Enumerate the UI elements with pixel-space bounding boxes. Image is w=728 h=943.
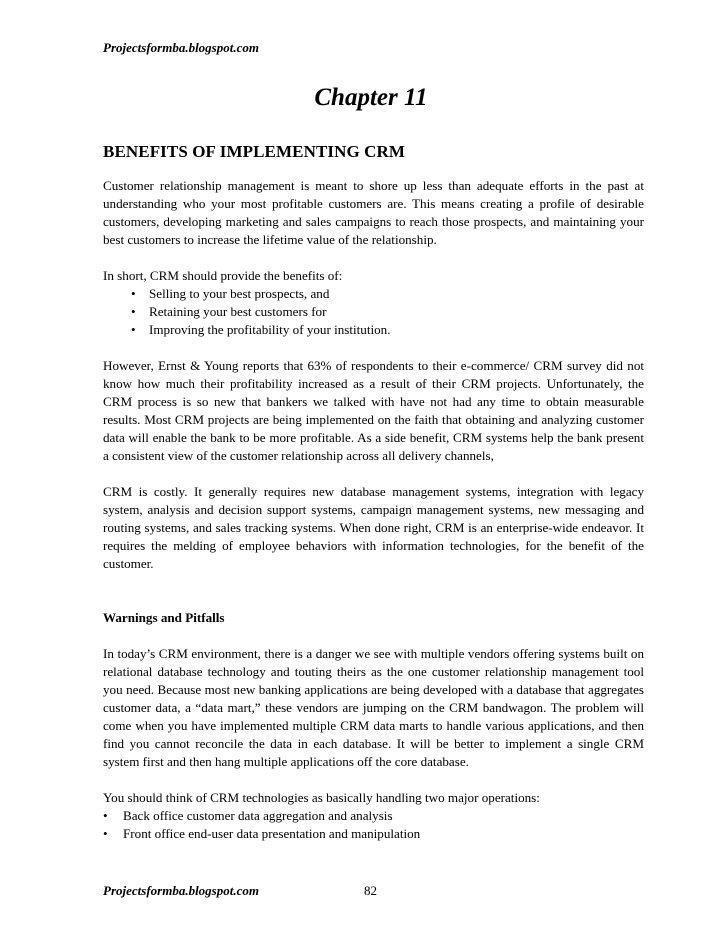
list-item	[103, 303, 644, 321]
list-item-text: Front office end-user data presentation and manipulation	[123, 826, 421, 841]
list-item-text: Selling to your best prospects, and	[149, 286, 330, 301]
list-item	[103, 321, 644, 339]
paragraph-in-short: In short, CRM should provide the benefits of:	[103, 268, 343, 283]
chapter-title: Chapter 11	[314, 84, 428, 111]
section-heading: BENEFITS OF IMPLEMENTING CRM	[103, 142, 406, 161]
paragraph-intro: Customer relationship management is meant to shore up less than adequate efforts in the past at understanding who your most profitable customers are. This means creating a profile of desirable customers, developing marketing and sales campaigns to reach those prospects, and maintaining your best customers to increase the lifetime value of the relationship.	[103, 178, 644, 247]
header-site: Projectsformba.blogspot.com	[103, 40, 259, 55]
bullet-icon: •	[103, 808, 108, 823]
footer-site: Projectsformba.blogspot.com	[103, 883, 259, 898]
operations-list	[103, 807, 644, 843]
list-item-text: Back office customer data aggregation and analysis	[123, 808, 393, 823]
list-item	[103, 285, 644, 303]
list-item	[103, 807, 644, 825]
paragraph-costly: CRM is costly. It generally requires new database management systems, integration with legacy system, analysis and decision support systems, campaign management systems, new messaging and routing systems, and sales tracking systems. When done right, CRM is an enterprise-wide endeavor. It requires the melding of employee behaviors with information technologies, for the benefit of the customer.	[103, 484, 644, 571]
bullet-icon: •	[131, 286, 136, 301]
page-number: 82	[364, 883, 377, 898]
bullet-icon: •	[131, 322, 136, 337]
body-content	[103, 177, 644, 843]
list-item-text: Retaining your best customers for	[149, 304, 327, 319]
bullet-icon: •	[131, 304, 136, 319]
paragraph-think: You should think of CRM technologies as basically handling two major operations:	[103, 790, 540, 805]
paragraph-ernst: However, Ernst & Young reports that 63% of respondents to their e-commerce/ CRM survey did not know how much their profitability increased as a result of their CRM projects. Unfortunately, the CRM process is so new that bankers we talked with have not had any time to obtain measurable results. Most CRM projects are being implemented on the faith that obtaining and analyzing customer data will enable the bank to be more profitable. As a side benefit, CRM systems help the bank present a consistent view of the customer relationship across all delivery channels,	[103, 358, 644, 463]
list-item-text: Improving the profitability of your institution.	[149, 322, 391, 337]
bullet-icon: •	[103, 826, 108, 841]
list-item	[103, 825, 644, 843]
warnings-heading: Warnings and Pitfalls	[103, 610, 225, 625]
benefits-list	[103, 285, 644, 339]
paragraph-todays: In today’s CRM environment, there is a danger we see with multiple vendors offering systems built on relational database technology and touting theirs as the one customer relationship management tool you need. Because most new banking applications are being developed with a database that aggregates customer data, a “data mart,” these vendors are jumping on the CRM bandwagon. The problem will come when you have implemented multiple CRM data marts to handle various applications, and then find you cannot reconcile the data in each database. It will be better to implement a single CRM system first and then hang multiple applications off the core database.	[103, 646, 644, 769]
